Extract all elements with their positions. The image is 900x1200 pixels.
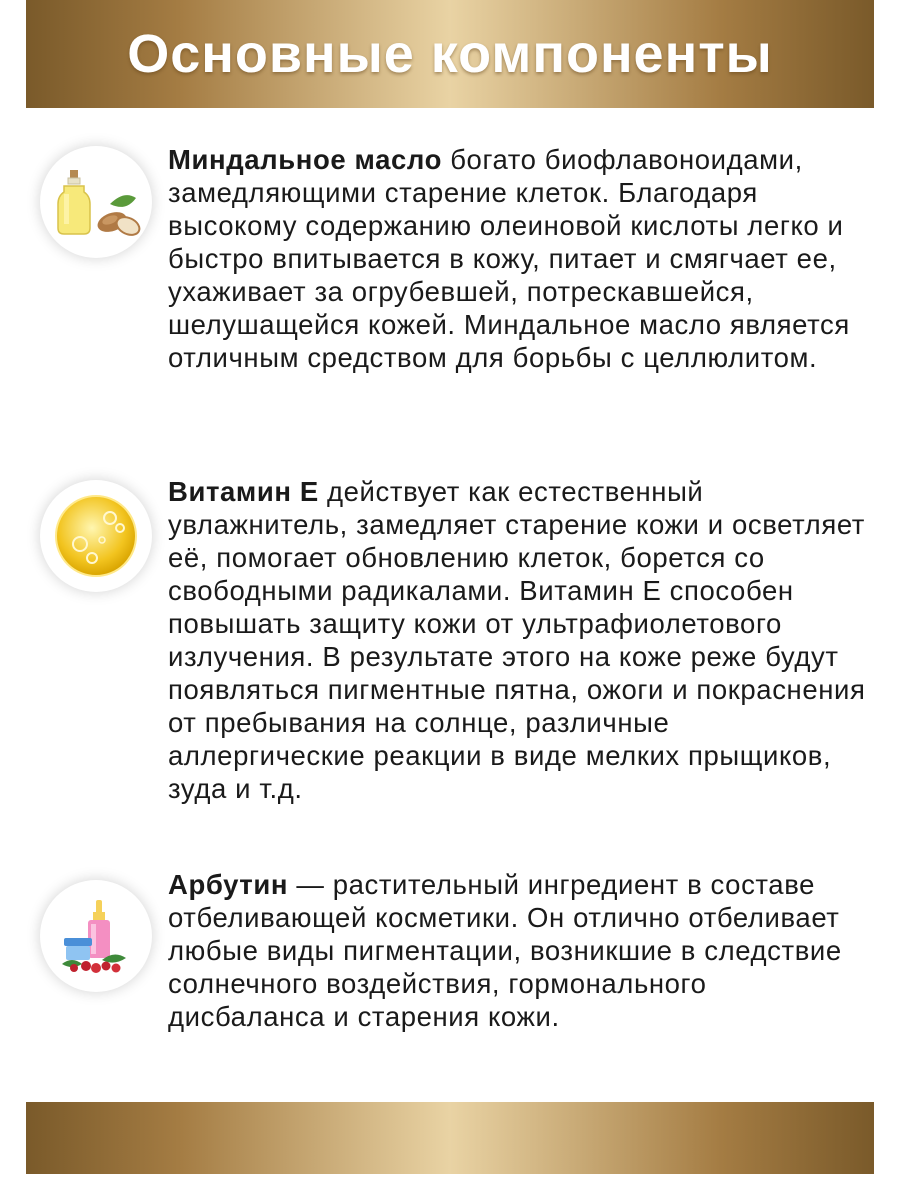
ingredient-name: Миндальное масло: [168, 144, 442, 175]
ingredient-description: — растительный ингредиент в составе отбеливающей косметики. Он отлично отбеливает любые виды пигментации, возникшие в следствие солнечного воздействия, гормонального дисбаланса и старения кожи.: [168, 869, 842, 1032]
ingredient-description: действует как естественный увлажнитель, замедляет старение кожи и осветляет её, помогает обновлению клеток, борется со свободными радикалами. Витамин Е способен повышать защиту кожи от ультрафиолетового излучения. В результате этого на коже реже будут появляться пигментные пятна, ожоги и покраснения от пребывания на солнце, различные аллергические реакции в виде мелких прыщиков, зуда и т.д.: [168, 476, 866, 804]
arbutin-cosmetics-icon: [40, 880, 152, 992]
almond-oil-icon: [40, 146, 152, 258]
vitamin-e-drop-icon: [40, 480, 152, 592]
ingredient-text: [168, 868, 868, 1033]
footer-banner: [26, 1102, 874, 1174]
ingredient-description: богато биофлавоноидами, замедляющими старение клеток. Благодаря высокому содержанию олеиновой кислоты легко и быстро впитывается в кожу, питает и смягчает ее, ухаживает за огрубевшей, потрескавшейся, шелушащейся кожей. Миндальное масло является отличным средством для борьбы с целлюлитом.: [168, 144, 850, 373]
page-title: Основные компоненты: [127, 24, 773, 84]
header-banner: [26, 0, 874, 108]
ingredient-text: [168, 143, 868, 374]
ingredient-name: Арбутин: [168, 869, 289, 900]
ingredient-name: Витамин Е: [168, 476, 319, 507]
ingredient-text: [168, 475, 868, 805]
